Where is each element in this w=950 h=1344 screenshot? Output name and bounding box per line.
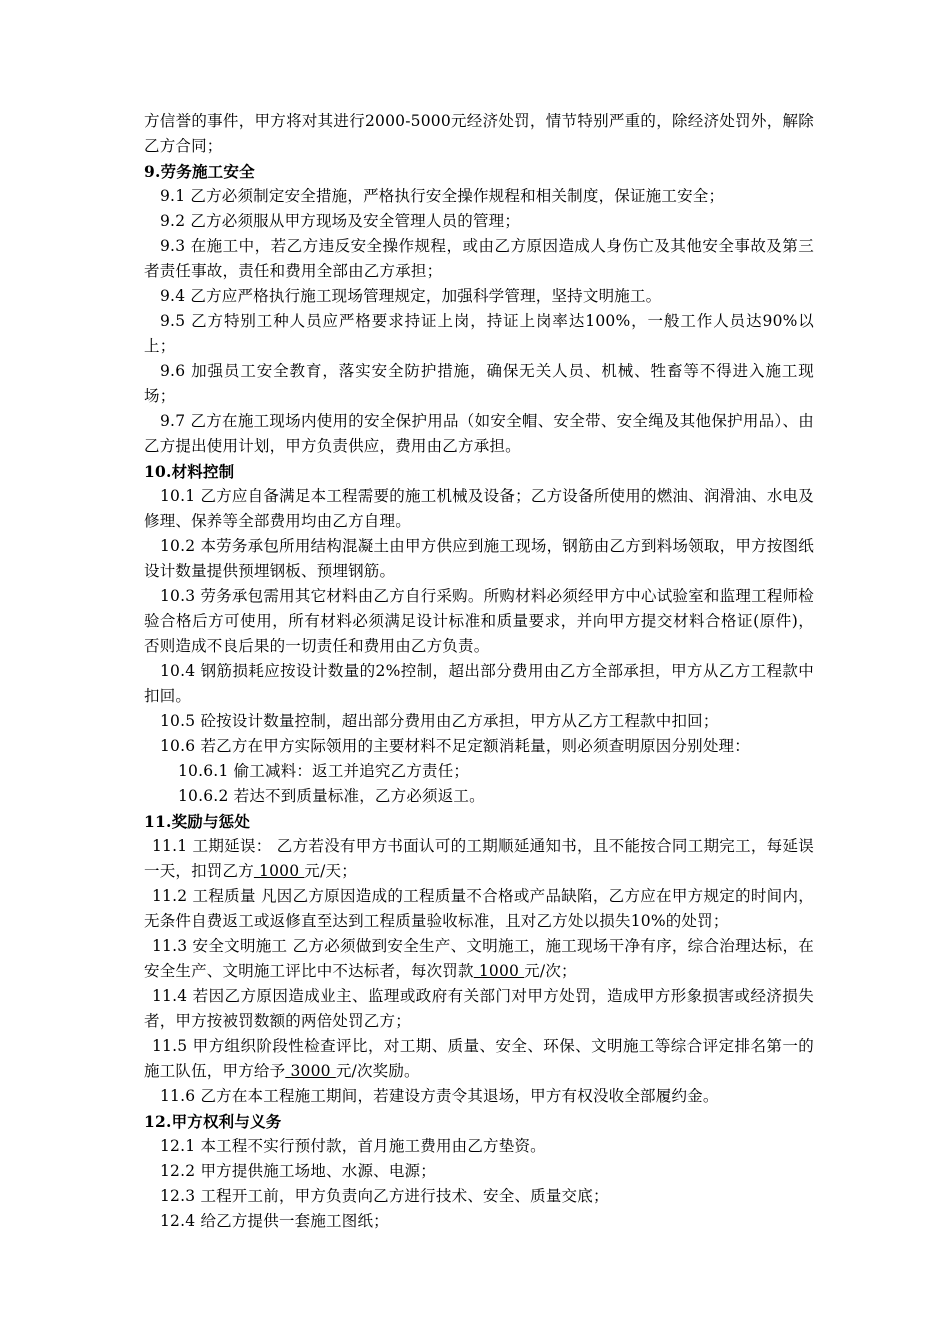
clause-9-2: 9.2 乙方必须服从甲方现场及安全管理人员的管理；	[160, 212, 521, 230]
clause-12-4: 12.4 给乙方提供一套施工图纸；	[160, 1212, 389, 1230]
clause-11-3	[144, 934, 814, 984]
clause-10-3: 10.3 劳务承包需用其它材料由乙方自行采购。所购材料必须经甲方中心试验室和监理工程师检验合格后方可使用，所有材料必须满足设计标准和质量要求，并向甲方提交材料合格证(原件)，否则造成不良后果的一切责任和费用由乙方负责。	[144, 587, 814, 655]
clause-9-5: 9.5 乙方特别工种人员应严格要求持证上岗，持证上岗率达100%，一般工作人员达90%以上；	[144, 312, 814, 355]
clause-11-5-unit: 元/次奖励。	[335, 1062, 420, 1080]
clause-11-5-text: 11.5 甲方组织阶段性检查评比，对工期、质量、安全、环保、文明施工等综合评定排名第一的施工队伍，甲方给予	[144, 1037, 814, 1080]
section-heading-9: 9.劳务施工安全	[144, 162, 255, 181]
clause-12-3: 12.3 工程开工前，甲方负责向乙方进行技术、安全、质量交底；	[160, 1187, 609, 1205]
clause-10-5: 10.5 砼按设计数量控制，超出部分费用由乙方承担，甲方从乙方工程款中扣回；	[160, 712, 719, 730]
clause-9-7: 9.7 乙方在施工现场内使用的安全保护用品（如安全帽、安全带、安全绳及其他保护用品）、由乙方提出使用计划，甲方负责供应，费用由乙方承担。	[144, 412, 814, 455]
document-body	[144, 109, 814, 1234]
clause-12-2: 12.2 甲方提供施工场地、水源、电源；	[160, 1162, 436, 1180]
clause-10-6-1: 10.6.1 偷工减料：返工并追究乙方责任；	[178, 762, 470, 780]
clause-11-3-text: 11.3 安全文明施工 乙方必须做到安全生产、文明施工，施工现场干净有序，综合治理达标，在安全生产、文明施工评比中不达标者，每次罚款	[144, 937, 814, 980]
clause-11-1-text: 11.1 工期延误： 乙方若没有甲方书面认可的工期顺延通知书，且不能按合同工期完工，每延误一天，扣罚乙方	[144, 837, 814, 880]
clause-9-3: 9.3 在施工中，若乙方违反安全操作规程，或由乙方原因造成人身伤亡及其他安全事故及第三者责任事故，责任和费用全部由乙方承担；	[144, 237, 814, 280]
clause-10-1: 10.1 乙方应自备满足本工程需要的施工机械及设备；乙方设备所使用的燃油、润滑油、水电及修理、保养等全部费用均由乙方自理。	[144, 487, 814, 530]
penalty-amount: 1000	[253, 862, 305, 880]
clause-10-4: 10.4 钢筋损耗应按设计数量的2%控制，超出部分费用由乙方全部承担，甲方从乙方工程款中扣回。	[144, 662, 814, 705]
clause-11-6: 11.6 乙方在本工程施工期间，若建设方责令其退场，甲方有权没收全部履约金。	[160, 1087, 719, 1105]
clause-11-3-unit: 元/次；	[524, 962, 577, 980]
reward-amount: 3000	[285, 1062, 336, 1080]
fine-amount: 1000	[473, 962, 525, 980]
clause-11-1-unit: 元/天；	[304, 862, 357, 880]
clause-9-6: 9.6 加强员工安全教育，落实安全防护措施，确保无关人员、机械、牲畜等不得进入施工现场；	[144, 362, 814, 405]
clause-11-1	[144, 834, 814, 884]
section-heading-12: 12.甲方权利与义务	[144, 1112, 282, 1131]
clause-10-6: 10.6 若乙方在甲方实际领用的主要材料不足定额消耗量，则必须查明原因分别处理：	[160, 737, 750, 755]
clause-9-4: 9.4 乙方应严格执行施工现场管理规定，加强科学管理，坚持文明施工。	[160, 287, 662, 305]
clause-10-2: 10.2 本劳务承包所用结构混凝土由甲方供应到施工现场，钢筋由乙方到料场领取，甲方按图纸设计数量提供预埋钢板、预埋钢筋。	[144, 537, 814, 580]
clause-10-6-2: 10.6.2 若达不到质量标准，乙方必须返工。	[178, 787, 485, 805]
clause-9-1: 9.1 乙方必须制定安全措施，严格执行安全操作规程和相关制度，保证施工安全；	[160, 187, 725, 205]
section-heading-10: 10.材料控制	[144, 462, 235, 481]
clause-12-1: 12.1 本工程不实行预付款，首月施工费用由乙方垫资。	[160, 1137, 546, 1155]
clause-11-4: 11.4 若因乙方原因造成业主、监理或政府有关部门对甲方处罚，造成甲方形象损害或经济损失者，甲方按被罚数额的两倍处罚乙方；	[144, 987, 814, 1030]
clause-11-5	[144, 1034, 814, 1084]
section-heading-11: 11.奖励与惩处	[144, 812, 251, 831]
clause-11-2: 11.2 工程质量 凡因乙方原因造成的工程质量不合格或产品缺陷，乙方应在甲方规定的时间内，无条件自费返工或返修直至达到工程质量验收标准，且对乙方处以损失10%的处罚；	[144, 887, 814, 930]
paragraph-continued: 方信誉的事件，甲方将对其进行2000-5000元经济处罚，情节特别严重的，除经济处罚外，解除乙方合同；	[144, 112, 814, 155]
